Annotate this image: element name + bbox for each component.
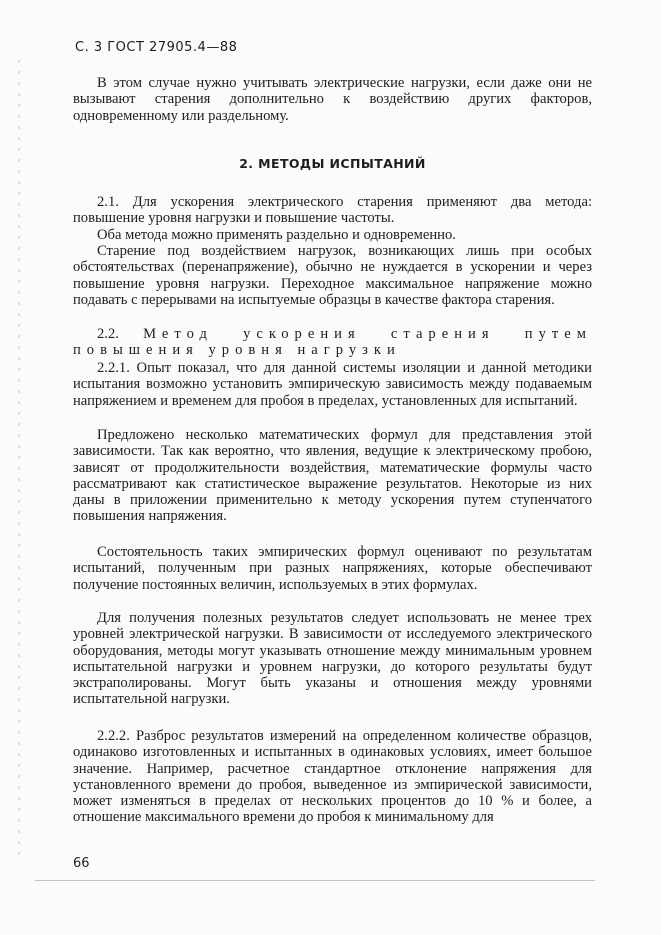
paragraph-2-2-1: 2.2.1. Опыт показал, что для данной системы изоляции и данной методики испытания возможно установить эмпирическую зависимость между подаваемым напряжением и временем для пробоя в пределах, установленных для испытаний.	[73, 360, 592, 409]
paragraph-2-1-b: Оба метода можно применять раздельно и одновременно.	[97, 227, 456, 243]
paragraph-2-2-prefix: 2.2.	[97, 326, 144, 342]
paragraph-2-1: 2.1. Для ускорения электрического старения применяют два метода: повышение уровня нагрузки и повышение частоты.	[73, 194, 592, 227]
paragraph-2-2-title: Метод ускорения старения путем повышения уровня нагрузки	[73, 326, 592, 359]
paragraph-2-2-1-b: Предложено несколько математических формул для представления этой зависимости. Так как вероятно, что явления, ведущие к электрическому пробою, зависят от продолжительности воздействия, математические формулы часто рассматривают как статистическое выражение результатов. Некоторые из них даны в приложении применительно к методу ускорения путем ступенчатого повышения напряжения.	[73, 427, 592, 525]
binding-edge-marks	[18, 60, 20, 860]
paragraph-2-1-c: Старение под воздействием нагрузок, возникающих лишь при особых обстоятельствах (перенапряжение), обычно не нуждается в ускорении и через повышение уровня нагрузки. Переходное максимальное напряжение можно подавать с перерывами на испытуемые образцы в качестве фактора старения.	[73, 243, 592, 308]
paragraph-2-2-1-c: Состоятельность таких эмпирических формул оценивают по результатам испытаний, полученным при разных напряжениях, которые обеспечивают получение постоянных величин, используемых в этих формулах.	[73, 544, 592, 593]
page-header: С. 3 ГОСТ 27905.4—88	[75, 40, 238, 55]
section-title: 2. МЕТОДЫ ИСПЫТАНИЙ	[239, 156, 426, 171]
paragraph-2-2	[73, 326, 592, 359]
page-number: 66	[73, 856, 90, 871]
paragraph-2-2-1-d: Для получения полезных результатов следует использовать не менее трех уровней электрической нагрузки. В зависимости от исследуемого электрического оборудования, методы могут указывать отношение между минимальным уровнем испытательной нагрузки и уровнем нагрузки, до которого результаты будут экстраполированы. Могут быть указаны и отношения между уровнями испытательной нагрузки.	[73, 610, 592, 708]
intro-paragraph: В этом случае нужно учитывать электрические нагрузки, если даже они не вызывают старения дополнительно к воздействию других факторов, одновременному или раздельному.	[73, 75, 592, 124]
bottom-rule	[35, 880, 595, 881]
paragraph-2-2-2: 2.2.2. Разброс результатов измерений на определенном количестве образцов, одинаково изготовленных и испытанных в одинаковых условиях, имеет большое значение. Например, расчетное стандартное отклонение напряжения для установленного времени до пробоя, выведенное из эмпирической зависимости, может изменяться в пределах от нескольких процентов до 10 % и более, а отношение максимального времени до пробоя к минимальному для	[73, 728, 592, 826]
